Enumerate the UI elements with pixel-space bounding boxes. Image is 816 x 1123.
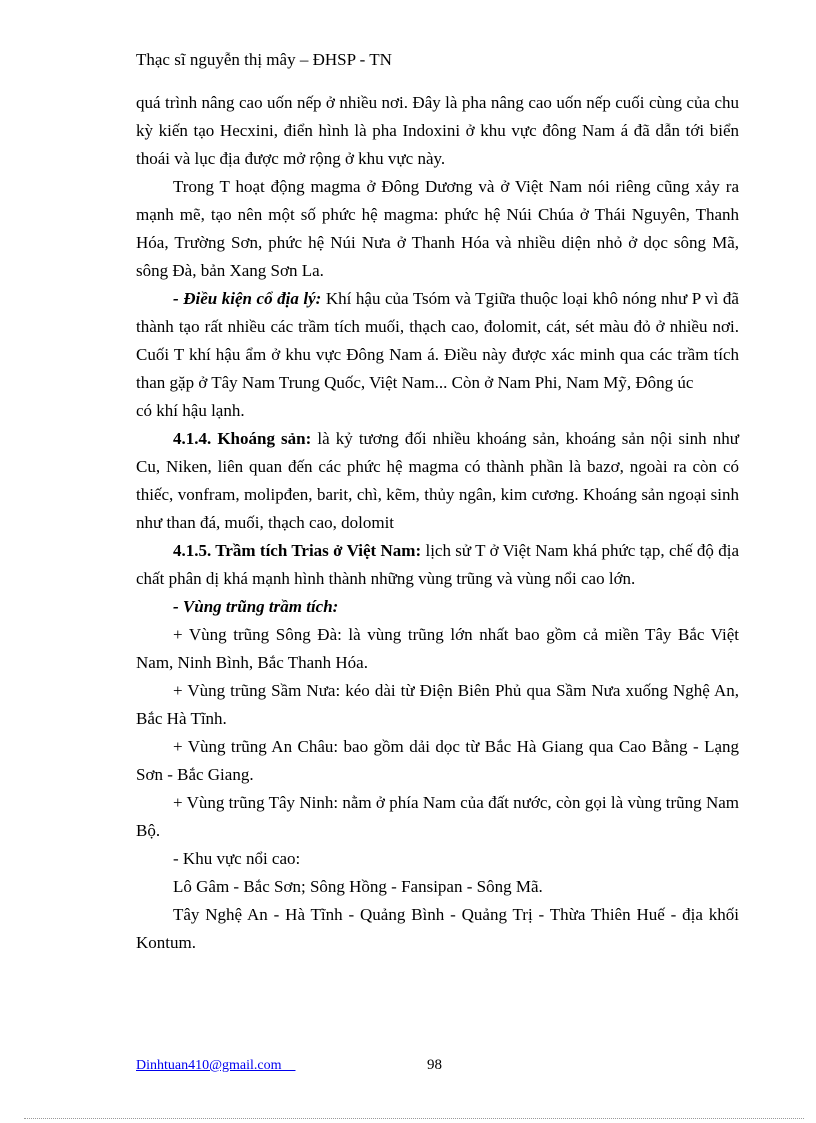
section-heading: 4.1.4. Khoáng sản: [173, 429, 312, 448]
paragraph [136, 593, 739, 621]
section-label: - Điều kiện cổ địa lý: [173, 289, 322, 308]
paragraph-text: Khí hậu của Tsóm và Tgiữa thuộc loại khô nóng như P vì đã thành tạo rất nhiều các trầm tích muối, thạch cao, đolomit, cát, sét màu đỏ ở nhiều nơi. Cuối T khí hậu ẩm ở khu vực Đông Nam á. Điều này được xác minh qua các trầm tích than gặp ở Tây Nam Trung Quốc, Việt Nam... Còn ở Nam Phi, Nam Mỹ, Đông úc [136, 289, 739, 392]
paragraph: + Vùng trũng Sông Đà: là vùng trũng lớn nhất bao gồm cả miền Tây Bắc Việt Nam, Ninh Bình, Bắc Thanh Hóa. [136, 625, 739, 672]
paragraph: có khí hậu lạnh. [136, 401, 245, 420]
section-label: - Vùng trũng trầm tích: [173, 597, 339, 616]
page-bottom-divider [24, 1118, 804, 1119]
paragraph: Lô Gâm - Bắc Sơn; Sông Hồng - Fansipan - Sông Mã. [173, 877, 543, 896]
paragraph: - Khu vực nổi cao: [173, 849, 301, 868]
paragraph: quá trình nâng cao uốn nếp ở nhiều nơi. Đây là pha nâng cao uốn nếp cuối cùng của chu kỳ kiến tạo Hecxini, điển hình là pha Indoxini ở khu vực đông Nam á đã dẫn tới biển thoái và lục địa được mở rộng ở khu vực này. [136, 93, 739, 168]
page-header: Thạc sĩ nguyễn thị mây – ĐHSP - TN [136, 50, 392, 69]
paragraph [136, 285, 739, 397]
paragraph: + Vùng trũng An Châu: bao gồm dải dọc từ Bắc Hà Giang qua Cao Bằng - Lạng Sơn - Bắc Giang. [136, 737, 739, 784]
paragraph: Trong T hoạt động magma ở Đông Dương và ở Việt Nam nói riêng cũng xảy ra mạnh mẽ, tạo nên một số phức hệ magma: phức hệ Núi Chúa ở Thái Nguyên, Thanh Hóa, Trường Sơn, phức hệ Núi Nưa ở Thanh Hóa và nhiều diện nhỏ ở dọc sông Mã, sông Đà, bản Xang Sơn La. [136, 177, 739, 280]
paragraph [136, 425, 739, 537]
paragraph [136, 537, 739, 593]
section-heading: 4.1.5. Trầm tích Trias ở Việt Nam: [173, 541, 422, 560]
document-body [136, 89, 739, 957]
footer-email-link[interactable]: Dinhtuan410@gmail.com [136, 1058, 296, 1073]
paragraph-text: lịch sử T ở Việt Nam khá phức tạp, chế độ địa chất phân dị khá mạnh hình thành những vùng trũng và vùng nổi cao lớn. [136, 541, 740, 588]
paragraph: + Vùng trũng Sầm Nưa: kéo dài từ Điện Biên Phủ qua Sầm Nưa xuống Nghệ An, Bắc Hà Tĩnh. [136, 681, 739, 728]
paragraph: Tây Nghệ An - Hà Tĩnh - Quảng Bình - Quảng Trị - Thừa Thiên Huế - địa khối Kontum. [136, 905, 739, 952]
page-number: 98 [427, 1057, 442, 1073]
paragraph: + Vùng trũng Tây Ninh: nằm ở phía Nam của đất nước, còn gọi là vùng trũng Nam Bộ. [136, 793, 739, 840]
paragraph-text: là kỷ tương đối nhiều khoáng sản, khoáng sản nội sinh như Cu, Niken, liên quan đến các phức hệ magma có thành phần là bazơ, ngoài ra còn có thiếc, vonfram, molipđen, barit, chì, kẽm, thủy ngân, kim cương. Khoáng sản ngoại sinh như than đá, muối, thạch cao, dolomit [136, 429, 739, 532]
